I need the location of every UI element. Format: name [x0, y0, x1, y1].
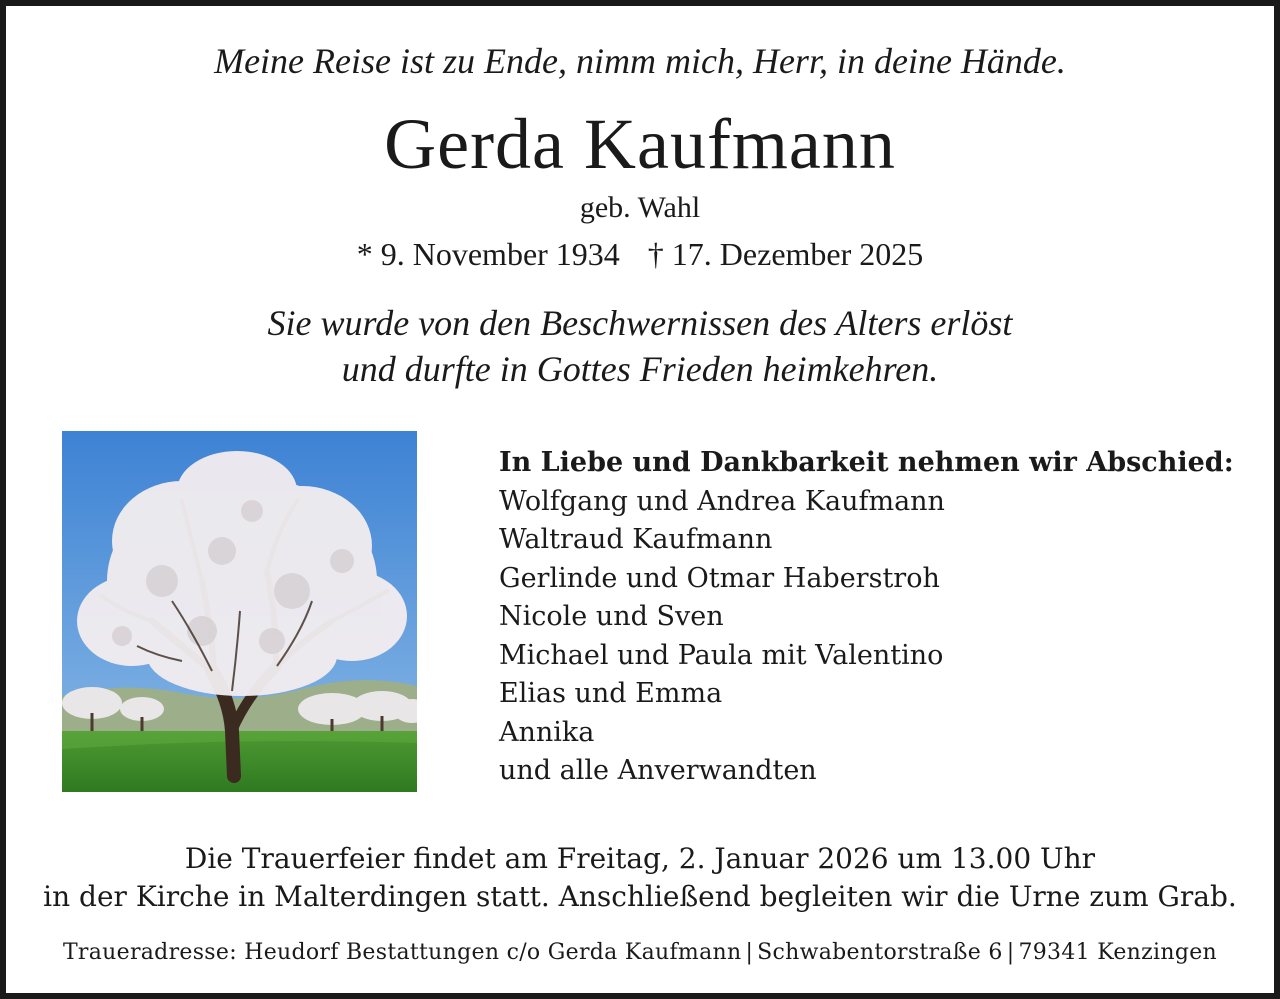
service-info	[0, 840, 1280, 916]
verse-line: und durfte in Gottes Frieden heimkehren.	[341, 349, 939, 389]
life-dates	[0, 236, 1280, 273]
death-date: † 17. Dezember 2025	[647, 236, 924, 272]
address-separator: |	[1006, 940, 1015, 965]
mourner-name: Nicole und Sven	[499, 601, 724, 632]
service-line: in der Kirche in Malterdingen statt. Anschließend begleiten wir die Urne zum Grab.	[43, 880, 1237, 913]
mourners-heading: In Liebe und Dankbarkeit nehmen wir Abschied:	[499, 447, 1234, 478]
deceased-name: Gerda Kaufmann	[384, 104, 896, 184]
mourner-name: Annika	[499, 716, 595, 748]
motto-line: Meine Reise ist zu Ende, nimm mich, Herr, in deine Hände.	[214, 41, 1066, 81]
mourning-address	[0, 940, 1280, 965]
address-street: Schwabentorstraße 6	[757, 940, 1003, 965]
verse	[0, 300, 1280, 392]
address-city: 79341 Kenzingen	[1018, 940, 1218, 965]
mourner-name: Michael und Paula mit Valentino	[499, 639, 944, 671]
maiden-name: geb. Wahl	[579, 191, 701, 224]
mourner-name: Gerlinde und Otmar Haberstroh	[499, 562, 940, 594]
mourner-name: Wolfgang und Andrea Kaufmann	[499, 485, 945, 517]
birth-date: * 9. November 1934	[356, 236, 620, 272]
address-separator: |	[745, 940, 754, 965]
mourners-list	[499, 444, 1234, 791]
tree-photo	[62, 431, 417, 792]
service-line: Die Trauerfeier findet am Freitag, 2. Januar 2026 um 13.00 Uhr	[184, 842, 1096, 875]
verse-line: Sie wurde von den Beschwernissen des Alters erlöst	[267, 303, 1013, 343]
mourner-name: Elias und Emma	[499, 678, 723, 709]
mourner-name: und alle Anverwandten	[499, 755, 817, 786]
address-label: Traueradresse: Heudorf Bestattungen c/o Gerda Kaufmann	[62, 940, 742, 965]
mourner-name: Waltraud Kaufmann	[499, 524, 773, 555]
